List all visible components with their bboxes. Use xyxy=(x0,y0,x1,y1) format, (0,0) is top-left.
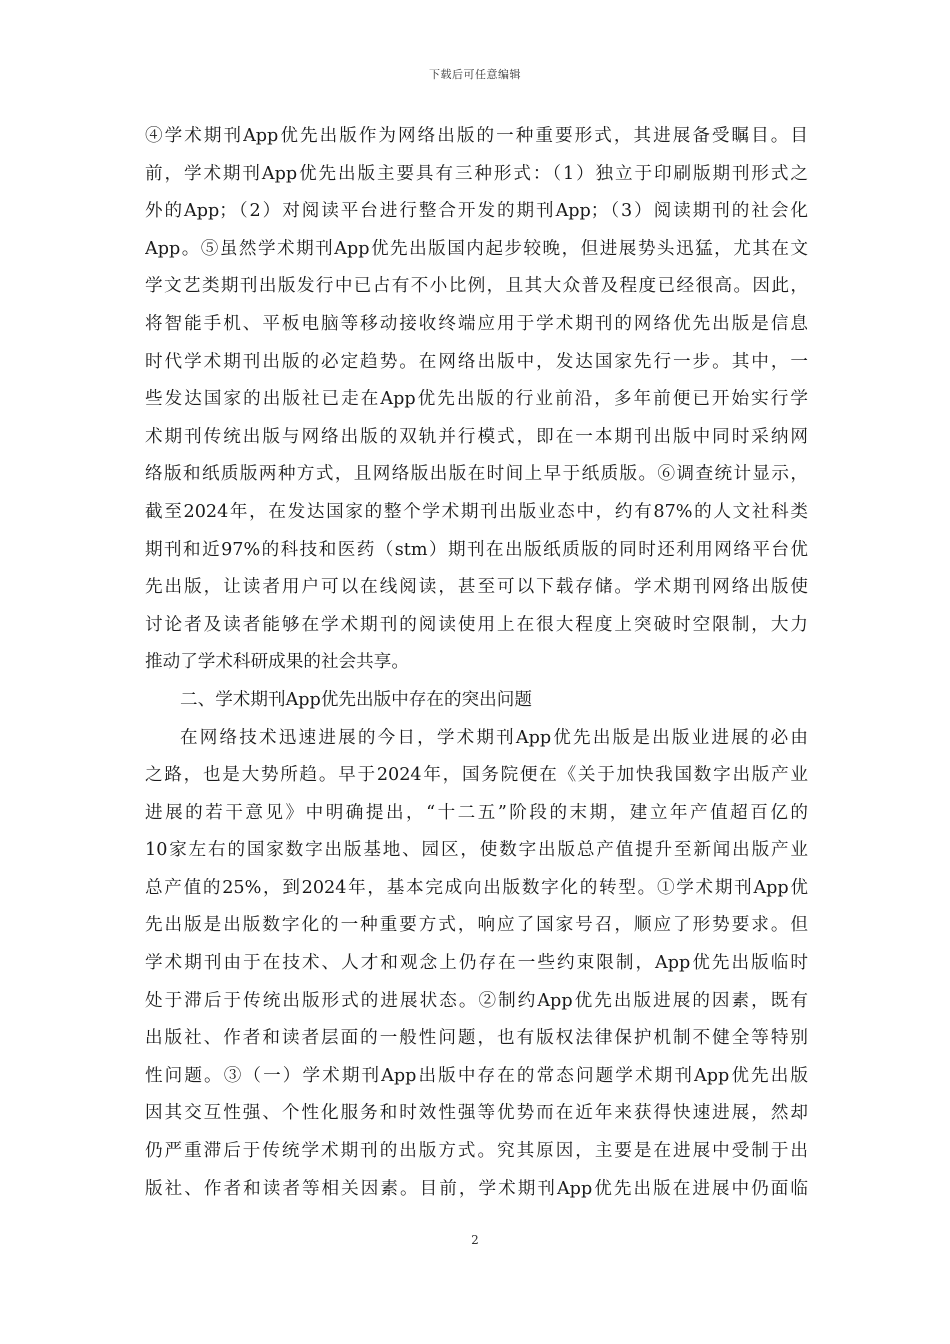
text-line: 推动了学术科研成果的社会共享。 xyxy=(145,652,409,673)
text-line: 截至2024年，在发达国家的整个学术期刊出版业态中，约有87%的人文社科类 xyxy=(145,501,808,522)
text-line: 期刊和近97%的科技和医药（stm）期刊在出版纸质版的同时还利用网络平台优 xyxy=(145,539,808,560)
section-heading: 二、学术期刊App优先出版中存在的突出问题 xyxy=(180,689,532,710)
text-line: 些发达国家的出版社已走在App优先出版的行业前沿，多年前便已开始实行学 xyxy=(145,389,808,410)
text-line: 先出版，让读者用户可以在线阅读，甚至可以下载存储。学术期刊网络出版使 xyxy=(145,577,808,598)
text-line: 总产值的25%，到2024年，基本完成向出版数字化的转型。①学术期刊App优 xyxy=(145,877,808,898)
text-line: 性问题。③（一）学术期刊App出版中存在的常态问题学术期刊App优先出版 xyxy=(145,1065,808,1086)
text-line: 络版和纸质版两种方式，且网络版出版在时间上早于纸质版。⑥调查统计显示， xyxy=(145,464,808,485)
text-line: 学术期刊由于在技术、人才和观念上仍存在一些约束限制，App优先出版临时 xyxy=(145,953,808,974)
page-header: 下载后可任意编辑 xyxy=(429,68,521,81)
text-line: 之路，也是大势所趋。早于2024年，国务院便在《关于加快我国数字出版产业 xyxy=(145,765,808,786)
text-line: 版社、作者和读者等相关因素。目前，学术期刊App优先出版在进展中仍面临 xyxy=(145,1178,808,1199)
text-line: 外的App；（2）对阅读平台进行整合开发的期刊App；（3）阅读期刊的社会化 xyxy=(145,201,808,222)
text-line: 讨论者及读者能够在学术期刊的阅读使用上在很大程度上突破时空限制，大力 xyxy=(145,614,808,635)
text-line: 仍严重滞后于传统学术期刊的出版方式。究其原因，主要是在进展中受制于出 xyxy=(145,1141,808,1162)
body-text xyxy=(145,118,808,1208)
text-line: 10家左右的国家数字出版基地、园区，使数字出版总产值提升至新闻出版产业 xyxy=(145,840,808,861)
text-line: App。⑤虽然学术期刊App优先出版国内起步较晚，但进展势头迅猛，尤其在文 xyxy=(145,238,808,259)
page-number: 2 xyxy=(471,1233,479,1247)
text-line: ④学术期刊App优先出版作为网络出版的一种重要形式，其进展备受瞩目。目 xyxy=(145,126,808,146)
text-line: 将智能手机、平板电脑等移动接收终端应用于学术期刊的网络优先出版是信息 xyxy=(145,313,808,334)
text-line: 处于滞后于传统出版形式的进展状态。②制约App优先出版进展的因素，既有 xyxy=(145,990,808,1011)
text-line: 时代学术期刊出版的必定趋势。在网络出版中，发达国家先行一步。其中，一 xyxy=(145,351,808,372)
text-line: 在网络技术迅速进展的今日，学术期刊App优先出版是出版业进展的必由 xyxy=(180,727,808,748)
text-line: 学文艺类期刊出版发行中已占有不小比例，且其大众普及程度已经很高。因此， xyxy=(145,276,808,297)
text-line: 出版社、作者和读者层面的一般性问题，也有版权法律保护机制不健全等特别 xyxy=(145,1028,808,1049)
text-line: 前，学术期刊App优先出版主要具有三种形式：（1）独立于印刷版期刊形式之 xyxy=(145,163,808,184)
text-line: 因其交互性强、个性化服务和时效性强等优势而在近年来获得快速进展，然却 xyxy=(145,1103,808,1124)
text-line: 进展的若干意见》中明确提出，“十二五”阶段的末期，建立年产值超百亿的 xyxy=(145,802,808,823)
text-line: 术期刊传统出版与网络出版的双轨并行模式，即在一本期刊出版中同时采纳网 xyxy=(145,426,808,447)
text-line: 先出版是出版数字化的一种重要方式，响应了国家号召，顺应了形势要求。但 xyxy=(145,915,808,936)
